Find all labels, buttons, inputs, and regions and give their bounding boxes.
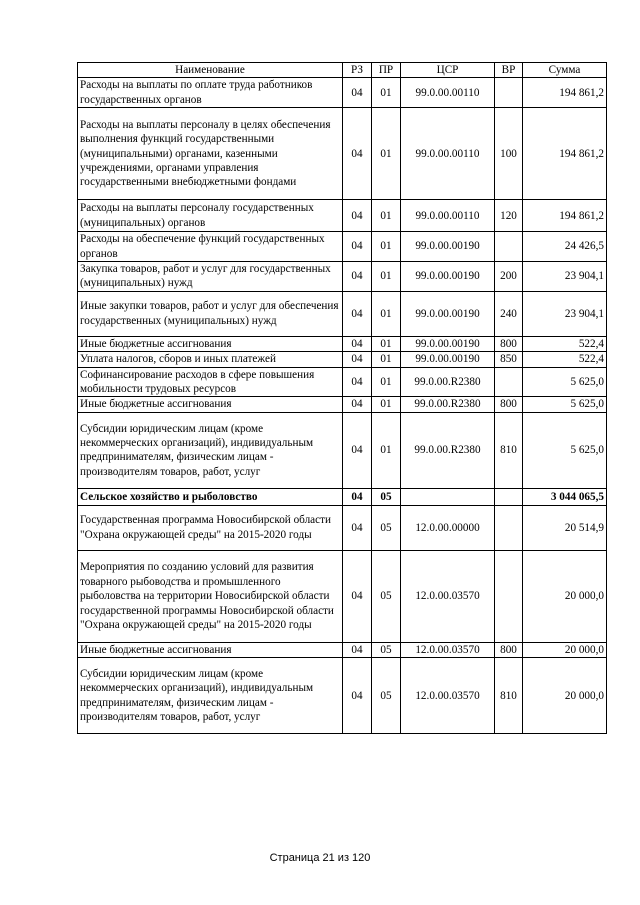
cell-pr: 01 [372,412,401,488]
cell-name: Иные закупки товаров, работ и услуг для обеспечения государственных (муниципальных) нужд [78,291,343,336]
cell-vr [495,550,523,642]
table-row [78,108,607,200]
cell-csr: 99.0.00.00190 [401,262,495,292]
cell-pr: 01 [372,78,401,108]
cell-rz: 04 [343,397,372,412]
cell-vr [495,78,523,108]
table-row [78,232,607,262]
cell-name: Иные бюджетные ассигнования [78,642,343,657]
table-row [78,505,607,550]
cell-vr: 800 [495,336,523,351]
cell-sum: 194 861,2 [523,200,607,232]
cell-sum: 20 000,0 [523,658,607,734]
cell-vr [495,505,523,550]
table-row [78,78,607,108]
table-row [78,550,607,642]
cell-vr: 810 [495,412,523,488]
cell-vr: 800 [495,642,523,657]
table-row [78,397,607,412]
cell-vr: 100 [495,108,523,200]
cell-name: Мероприятия по созданию условий для развития товарного рыбоводства и промышленного рыболовства на территории Новосибирской области государственной программы Новосибирской области "Охрана окружающей среды" на 2015-2020 годы [78,550,343,642]
cell-rz: 04 [343,232,372,262]
cell-rz: 04 [343,336,372,351]
cell-csr: 99.0.00.00190 [401,336,495,351]
cell-name: Сельское хозяйство и рыболовство [78,488,343,505]
cell-rz: 04 [343,658,372,734]
table-row [78,642,607,657]
cell-name: Субсидии юридическим лицам (кроме некоммерческих организаций), индивидуальным предпринимателям, физическим лицам - производителям товаров, работ, услуг [78,658,343,734]
cell-rz: 04 [343,488,372,505]
cell-name: Расходы на выплаты по оплате труда работников государственных органов [78,78,343,108]
cell-pr: 01 [372,352,401,367]
cell-csr: 12.0.00.03570 [401,642,495,657]
cell-rz: 04 [343,200,372,232]
cell-rz: 04 [343,262,372,292]
cell-pr: 05 [372,488,401,505]
cell-name: Субсидии юридическим лицам (кроме некоммерческих организаций), индивидуальным предпринимателям, физическим лицам - производителям товаров, работ, услуг [78,412,343,488]
table-row [78,336,607,351]
cell-rz: 04 [343,291,372,336]
cell-rz: 04 [343,78,372,108]
cell-csr: 99.0.00.R2380 [401,412,495,488]
cell-sum: 23 904,1 [523,291,607,336]
cell-pr: 01 [372,291,401,336]
cell-name: Иные бюджетные ассигнования [78,397,343,412]
cell-vr: 800 [495,397,523,412]
cell-csr: 99.0.00.00110 [401,78,495,108]
cell-csr: 99.0.00.00190 [401,232,495,262]
cell-pr: 01 [372,232,401,262]
header-vr: ВР [495,63,523,78]
header-pr: ПР [372,63,401,78]
cell-sum: 20 000,0 [523,642,607,657]
cell-pr: 05 [372,658,401,734]
cell-rz: 04 [343,352,372,367]
cell-vr: 850 [495,352,523,367]
cell-pr: 01 [372,262,401,292]
header-csr: ЦСР [401,63,495,78]
cell-csr: 12.0.00.03570 [401,550,495,642]
cell-csr [401,488,495,505]
cell-vr: 810 [495,658,523,734]
cell-sum: 522,4 [523,336,607,351]
cell-rz: 04 [343,505,372,550]
cell-rz: 04 [343,642,372,657]
cell-pr: 05 [372,550,401,642]
cell-csr: 99.0.00.00110 [401,200,495,232]
cell-csr: 99.0.00.R2380 [401,367,495,397]
table-row [78,291,607,336]
header-sum: Сумма [523,63,607,78]
header-name: Наименование [78,63,343,78]
cell-sum: 5 625,0 [523,367,607,397]
cell-vr [495,367,523,397]
header-rz: РЗ [343,63,372,78]
cell-rz: 04 [343,108,372,200]
cell-csr: 99.0.00.00190 [401,352,495,367]
cell-sum: 3 044 065,5 [523,488,607,505]
cell-sum: 522,4 [523,352,607,367]
cell-rz: 04 [343,412,372,488]
cell-pr: 05 [372,642,401,657]
cell-name: Расходы на выплаты персоналу в целях обеспечения выполнения функций государственными (муниципальными) органами, казенными учреждениями, органами управления государственными внебюджетными фондами [78,108,343,200]
cell-pr: 01 [372,367,401,397]
cell-vr: 200 [495,262,523,292]
cell-csr: 12.0.00.03570 [401,658,495,734]
cell-sum: 23 904,1 [523,262,607,292]
table-row [78,262,607,292]
page-number: Страница 21 из 120 [269,852,371,864]
table-row [78,412,607,488]
cell-vr [495,488,523,505]
cell-name: Расходы на обеспечение функций государственных органов [78,232,343,262]
cell-csr: 99.0.00.00190 [401,291,495,336]
cell-csr: 99.0.00.00110 [401,108,495,200]
cell-sum: 5 625,0 [523,397,607,412]
table-row [78,488,607,505]
cell-vr: 120 [495,200,523,232]
cell-sum: 20 000,0 [523,550,607,642]
cell-name: Софинансирование расходов в сфере повышения мобильности трудовых ресурсов [78,367,343,397]
cell-pr: 05 [372,505,401,550]
cell-sum: 5 625,0 [523,412,607,488]
cell-sum: 24 426,5 [523,232,607,262]
cell-name: Государственная программа Новосибирской области "Охрана окружающей среды" на 2015-2020 годы [78,505,343,550]
table-body [78,78,607,734]
cell-csr: 99.0.00.R2380 [401,397,495,412]
cell-rz: 04 [343,550,372,642]
table-row [78,352,607,367]
cell-rz: 04 [343,367,372,397]
budget-table [77,62,607,734]
cell-vr [495,232,523,262]
cell-sum: 194 861,2 [523,78,607,108]
cell-pr: 01 [372,200,401,232]
table-row [78,367,607,397]
cell-name: Уплата налогов, сборов и иных платежей [78,352,343,367]
cell-sum: 20 514,9 [523,505,607,550]
cell-name: Закупка товаров, работ и услуг для государственных (муниципальных) нужд [78,262,343,292]
cell-name: Расходы на выплаты персоналу государственных (муниципальных) органов [78,200,343,232]
cell-vr: 240 [495,291,523,336]
cell-name: Иные бюджетные ассигнования [78,336,343,351]
table-header-row [78,63,607,78]
table-row [78,200,607,232]
cell-sum: 194 861,2 [523,108,607,200]
cell-csr: 12.0.00.00000 [401,505,495,550]
cell-pr: 01 [372,108,401,200]
cell-pr: 01 [372,336,401,351]
table-row [78,658,607,734]
cell-pr: 01 [372,397,401,412]
